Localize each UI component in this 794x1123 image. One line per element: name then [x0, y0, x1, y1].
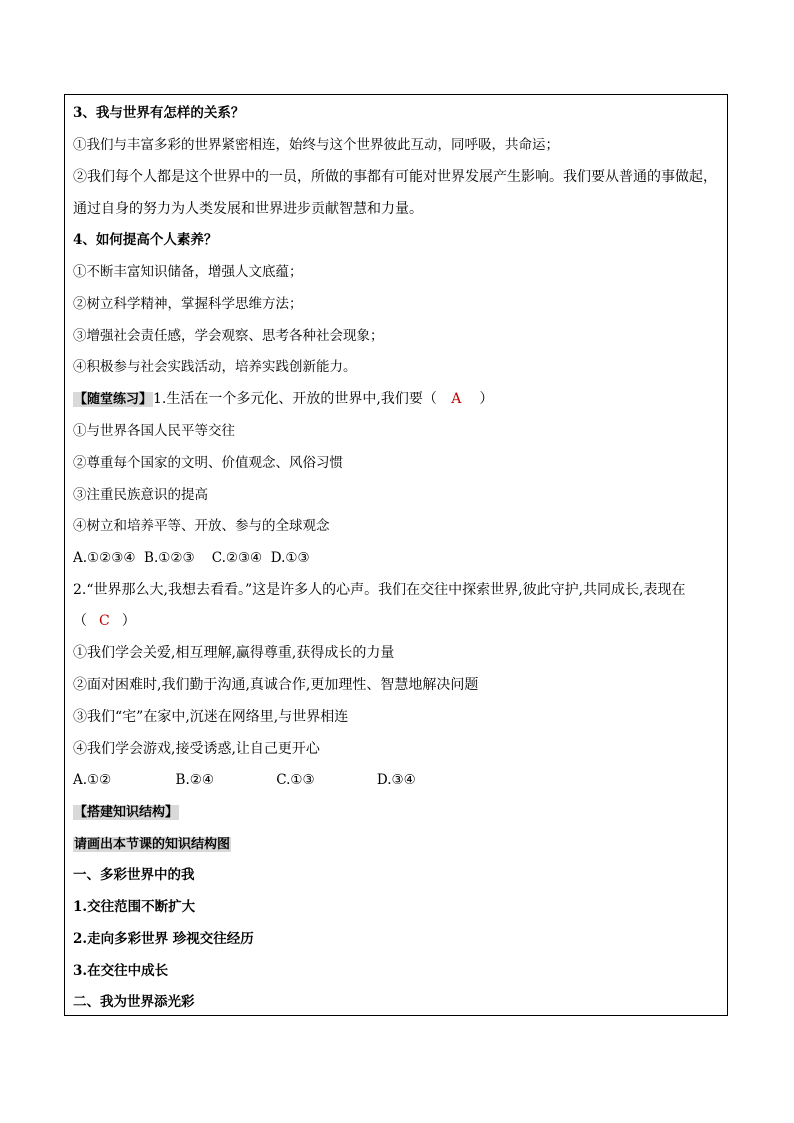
q2-option: ②面对困难时,我们勤于沟通,真诚合作,更加理性、智慧地解决问题 [73, 677, 479, 693]
structure-instruction-line [73, 834, 231, 855]
q2-text: 2.“世界那么大,我想去看看。”这是许多人的心声。我们在交往中探索世界,彼此守护,共同成长,表现在 [73, 582, 686, 598]
q2-open: （ [73, 613, 87, 629]
structure-line: 3.在交往中成长 [73, 963, 169, 979]
practice-q1 [73, 389, 493, 410]
q1-choices: A.①②③④ B.①②③ C.②③④ D.①③ [73, 550, 310, 566]
section3-heading: 3、我与世界有怎样的关系？ [73, 105, 245, 121]
q2-choices [73, 770, 416, 790]
q2-option: ①我们学会关爱,相互理解,赢得尊重,获得成长的力量 [73, 645, 395, 661]
q2-choice: D.③④ [376, 772, 416, 788]
structure-line: 2.走向多彩世界 珍视交往经历 [73, 931, 254, 947]
section3-point2-line1: ②我们每个人都是这个世界中的一员，所做的事都有可能对世界发展产生影响。我们要从普通的事做起， [73, 169, 717, 185]
q1-text: 1.生活在一个多元化、开放的世界中,我们要（ [153, 391, 437, 407]
content-frame [64, 94, 728, 1016]
q2-option: ③我们“宅”在家中,沉迷在网络里,与世界相连 [73, 709, 349, 725]
section3-point2-line2: 通过自身的努力为人类发展和世界进步贡献智慧和力量。 [73, 201, 423, 217]
section3-point1: ①我们与丰富多彩的世界紧密相连，始终与这个世界彼此互动，同呼吸，共命运； [73, 137, 559, 153]
q1-answer: A [451, 391, 462, 407]
q1-option: ④树立和培养平等、开放、参与的全球观念 [73, 518, 330, 534]
q1-close: ） [479, 391, 494, 407]
q1-option: ①与世界各国人民平等交往 [73, 423, 235, 439]
structure-line: 1.交往范围不断扩大 [73, 899, 196, 915]
q2-choice: C.①③ [276, 772, 315, 788]
section4-item: ①不断丰富知识储备，增强人文底蕴； [73, 264, 303, 280]
q1-option: ③注重民族意识的提高 [73, 487, 208, 503]
q1-option: ②尊重每个国家的文明、价值观念、风俗习惯 [73, 455, 343, 471]
q2-choice: A.①② [73, 772, 112, 788]
structure-instruction: 请画出本节课的知识结构图 [74, 837, 231, 852]
structure-line: 一、多彩世界中的我 [73, 867, 195, 883]
q2-choice: B.②④ [175, 772, 214, 788]
structure-tag-line [73, 802, 179, 823]
structure-line: 二、我为世界添光彩 [73, 994, 195, 1010]
section4-heading: 4、如何提高个人素养？ [73, 232, 218, 248]
q2-answer-line [73, 611, 136, 631]
section4-item: ②树立科学精神，掌握科学思维方法； [73, 296, 303, 312]
structure-tag: 【搭建知识结构】 [74, 805, 179, 820]
practice-tag: 【随堂练习】 [74, 392, 153, 407]
q2-answer: C [99, 613, 110, 629]
section4-item: ④积极参与社会实践活动，培养实践创新能力。 [73, 359, 357, 375]
q2-close: ） [121, 613, 136, 629]
q2-option: ④我们学会游戏,接受诱惑,让自己更开心 [73, 741, 320, 757]
section4-item: ③增强社会责任感，学会观察、思考各种社会现象； [73, 328, 384, 344]
